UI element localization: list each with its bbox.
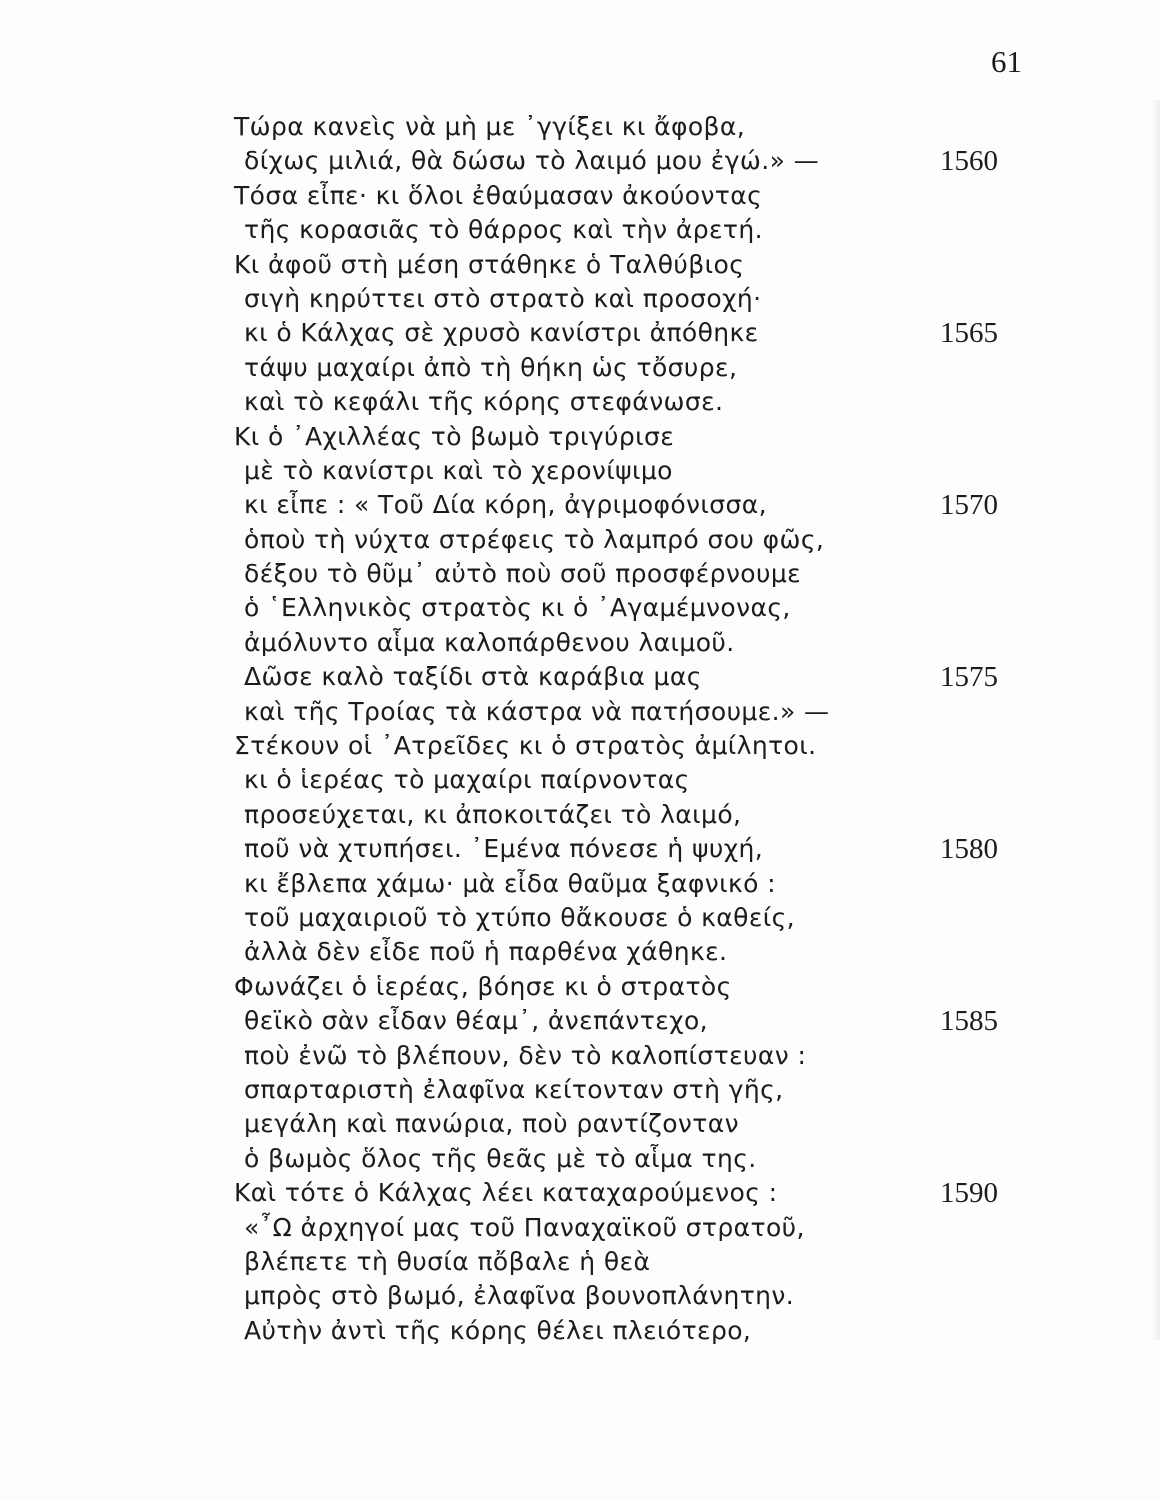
verse-text: Φωνάζει ὁ ἱερέας, βόησε κι ὁ στρατὸς [234, 971, 732, 1001]
verse-text: μὲ τὸ κανίστρι καὶ τὸ χερονίψιμο [244, 455, 673, 485]
verse-text: «῏Ω ἀρχηγοί μας τοῦ Παναχαϊκοῦ στρατοῦ, [244, 1212, 805, 1242]
verse-line [234, 1314, 1014, 1348]
verse-text: κι ἔβλεπα χάμω· μὰ εἶδα θαῦμα ξαφνικό : [244, 868, 776, 898]
verse-line [234, 385, 1014, 419]
verse-line [234, 695, 1014, 729]
verse-text: ὁ ῾Ελληνικὸς στρατὸς κι ὁ ᾿Αγαμέμνονας, [244, 593, 791, 623]
line-number: 1585 [940, 1005, 998, 1038]
verse-text: Κι ὁ ᾿Αχιλλέας τὸ βωμὸ τριγύρισε [234, 421, 675, 451]
verse-line [234, 1142, 1014, 1176]
line-number: 1575 [940, 661, 998, 694]
verse-text: Κι ἀφοῦ στὴ μέση στάθηκε ὁ Ταλθύβιος [234, 249, 745, 279]
verse-text: ἀλλὰ δὲν εἶδε ποῦ ἡ παρθένα χάθηκε. [244, 937, 728, 967]
verse-text: ὁ βωμὸς ὅλος τῆς θεᾶς μὲ τὸ αἷμα της. [244, 1143, 757, 1173]
verse-text: κι ὁ Κάλχας σὲ χρυσὸ κανίστρι ἀπόθηκε [244, 318, 759, 348]
verse-line [234, 660, 1014, 694]
verse-line [234, 591, 1014, 625]
verse-text: ποῦ νὰ χτυπήσει. ᾿Εμένα πόνεσε ἡ ψυχή, [244, 834, 764, 864]
verse-text: κι εἶπε : « Τοῦ Δία κόρη, ἀγριμοφόνισσα, [244, 490, 767, 520]
verse-text: προσεύχεται, κι ἀποκοιτάζει τὸ λαιμό, [244, 799, 742, 829]
poem-text [234, 110, 1014, 1348]
verse-text: θεϊκὸ σὰν εἶδαν θέαμ᾿, ἀνεπάντεχο, [244, 1006, 709, 1036]
verse-line [234, 1279, 1014, 1313]
verse-text: μεγάλη καὶ πανώρια, ποὺ ραντίζονταν [244, 1109, 739, 1139]
line-number: 1570 [940, 489, 998, 522]
verse-text: σιγὴ κηρύττει στὸ στρατὸ καὶ προσοχή· [244, 283, 762, 313]
verse-text: τάψυ μαχαίρι ἀπὸ τὴ θήκη ὡς τὄσυρε, [244, 352, 738, 382]
verse-line [234, 454, 1014, 488]
verse-line [234, 1107, 1014, 1141]
verse-text: δίχως μιλιά, θὰ δώσω τὸ λαιμό μου ἐγώ.» — [244, 146, 820, 176]
verse-line [234, 316, 1014, 350]
verse-line [234, 970, 1014, 1004]
verse-line [234, 1176, 1014, 1210]
verse-text: δέξου τὸ θῦμ᾿ αὐτὸ ποὺ σοῦ προσφέρνουμε [244, 559, 802, 589]
verse-text: Αὐτὴν ἀντὶ τῆς κόρης θέλει πλειότερο, [244, 1315, 752, 1345]
verse-text: ἀμόλυντο αἷμα καλοπάρθενου λαιμοῦ. [244, 627, 735, 657]
verse-text: καὶ τῆς Τροίας τὰ κάστρα νὰ πατήσουμε.» — [244, 696, 830, 726]
verse-text: καὶ τὸ κεφάλι τῆς κόρης στεφάνωσε. [244, 387, 724, 417]
verse-text: τοῦ μαχαιριοῦ τὸ χτύπο θἄκουσε ὁ καθείς, [244, 902, 796, 932]
verse-line [234, 626, 1014, 660]
verse-line [234, 867, 1014, 901]
line-number: 1565 [940, 317, 998, 350]
verse-line [234, 729, 1014, 763]
verse-text: Στέκουν οἱ ᾿Ατρεῖδες κι ὁ στρατὸς ἀμίλητοι. [234, 731, 817, 761]
verse-line [234, 523, 1014, 557]
verse-line [234, 901, 1014, 935]
verse-line [234, 1245, 1014, 1279]
verse-text: ποὺ ἐνῶ τὸ βλέπουν, δὲν τὸ καλοπίστευαν : [244, 1040, 807, 1070]
line-number: 1580 [940, 833, 998, 866]
verse-text: τῆς κορασιᾶς τὸ θάρρος καὶ τὴν ἀρετή. [244, 215, 763, 245]
verse-text: κι ὁ ἱερέας τὸ μαχαίρι παίρνοντας [244, 765, 690, 795]
verse-line [234, 798, 1014, 832]
verse-text: Καὶ τότε ὁ Κάλχας λέει καταχαρούμενος : [234, 1178, 778, 1208]
verse-line [234, 213, 1014, 247]
verse-line [234, 282, 1014, 316]
verse-line [234, 763, 1014, 797]
verse-text: Τώρα κανεὶς νὰ μὴ με ᾿γγίξει κι ἄφοβα, [234, 112, 746, 141]
verse-line [234, 1211, 1014, 1245]
verse-text: Δῶσε καλὸ ταξίδι στὰ καράβια μας [244, 662, 702, 692]
verse-line [234, 1073, 1014, 1107]
verse-text: βλέπετε τὴ θυσία πὄβαλε ἡ θεὰ [244, 1246, 651, 1276]
verse-text: μπρὸς στὸ βωμό, ἐλαφῖνα βουνοπλάνητην. [244, 1281, 795, 1311]
verse-text: Τόσα εἶπε· κι ὅλοι ἐθαύμασαν ἀκούοντας [234, 180, 763, 210]
verse-line [234, 832, 1014, 866]
verse-line [234, 144, 1014, 178]
verse-line [234, 179, 1014, 213]
verse-line [234, 1004, 1014, 1038]
verse-line [234, 420, 1014, 454]
verse-line [234, 1039, 1014, 1073]
line-number: 1590 [940, 1177, 998, 1210]
verse-line [234, 935, 1014, 969]
verse-text: ὁποὺ τὴ νύχτα στρέφεις τὸ λαμπρό σου φῶς, [244, 524, 825, 554]
line-number: 1560 [940, 145, 998, 178]
verse-line [234, 110, 1014, 144]
verse-line [234, 557, 1014, 591]
verse-line [234, 248, 1014, 282]
page-edge-shadow [1152, 100, 1160, 1340]
verse-line [234, 488, 1014, 522]
verse-line [234, 351, 1014, 385]
page-number: 61 [991, 44, 1022, 79]
verse-text: σπαρταριστὴ ἐλαφῖνα κείτονταν στὴ γῆς, [244, 1074, 784, 1104]
